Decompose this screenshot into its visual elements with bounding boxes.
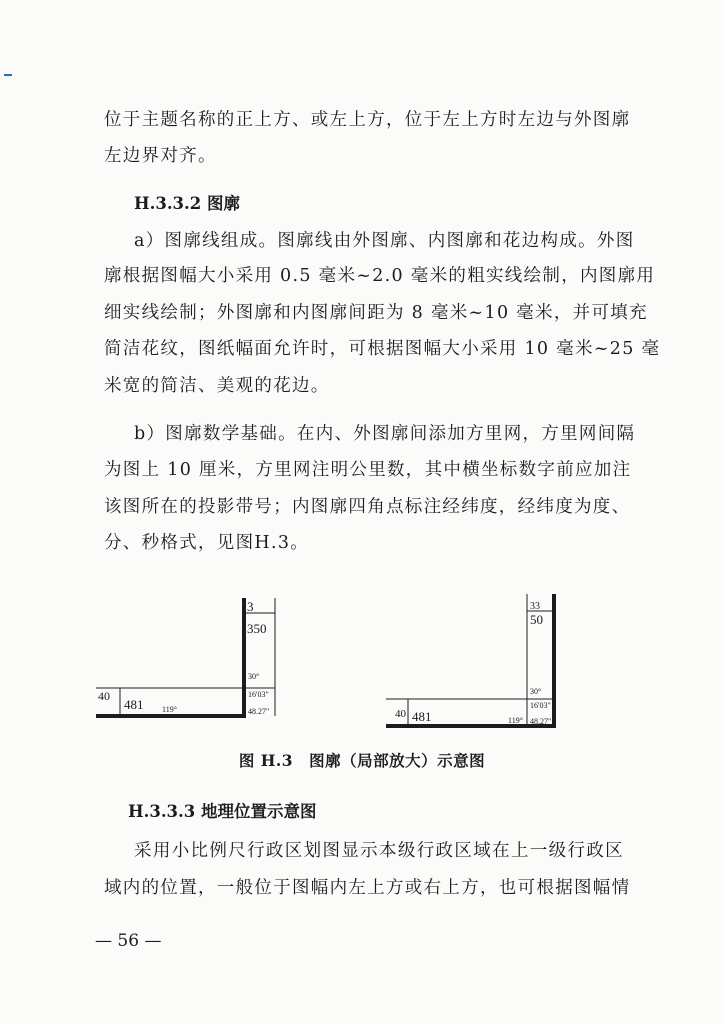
lat-deg-label: 30° bbox=[530, 687, 542, 696]
paragraph-line: 廓根据图幅大小采用 0.5 毫米~2.0 毫米的粗实线绘制，内图廓用 bbox=[104, 266, 656, 286]
left-frame-diagram bbox=[96, 598, 275, 716]
lat-deg-label: 30° bbox=[248, 672, 260, 681]
paragraph-line: 左边界对齐。 bbox=[104, 146, 217, 166]
paragraph-line: 为图上 10 厘米，方里网注明公里数，其中横坐标数字前应加注 bbox=[104, 460, 632, 480]
right-frame-diagram bbox=[386, 594, 556, 726]
top-km-label: 50 bbox=[530, 612, 543, 627]
paragraph-line: 位于主题名称的正上方、或左上方，位于左上方时左边与外图廓 bbox=[104, 110, 631, 130]
lat-min-label: 16'03" bbox=[248, 690, 269, 699]
page-number: — 56 — bbox=[95, 931, 162, 951]
top-km-label: 350 bbox=[247, 621, 267, 636]
paragraph-line: 采用小比例尺行政区划图显示本级行政区域在上一级行政区 bbox=[134, 841, 624, 861]
paragraph-line: 米宽的简洁、美观的花边。 bbox=[104, 376, 330, 396]
paragraph-line: 细实线绘制；外图廓和内图廓间距为 8 毫米~10 毫米，并可填充 bbox=[104, 303, 648, 323]
lon-deg-label: 119° bbox=[508, 716, 523, 725]
left-km-label: 481 bbox=[124, 697, 144, 712]
lat-min-label: 16'03" bbox=[530, 701, 551, 710]
left-km-label: 481 bbox=[412, 709, 432, 724]
paragraph-line: b）图廓数学基础。在内、外图廓间添加方里网，方里网间隔 bbox=[134, 424, 636, 444]
lat-sec-label: 48.27" bbox=[530, 717, 552, 726]
paragraph-line: 该图所在的投影带号；内图廓四角点标注经纬度，经纬度为度、 bbox=[104, 497, 631, 517]
lon-deg-label: 119° bbox=[162, 705, 177, 714]
paragraph-line: 分、秒格式，见图H.3。 bbox=[104, 533, 310, 553]
paragraph-line: 简洁花纹，图纸幅面允许时，可根据图幅大小采用 10 毫米~25 毫 bbox=[104, 339, 661, 359]
section-heading-h3332: H.3.3.2 图廓 bbox=[134, 194, 241, 213]
section-heading-h3333: H.3.3.3 地理位置示意图 bbox=[128, 802, 317, 821]
paragraph-line: 域内的位置，一般位于图幅内左上方或右上方，也可根据图幅情 bbox=[104, 878, 631, 898]
top-zone-label: 33 bbox=[530, 601, 540, 612]
top-zone-label: 3 bbox=[247, 599, 254, 614]
left-zone-label: 40 bbox=[98, 689, 110, 703]
lat-sec-label: 48.27" bbox=[248, 707, 270, 716]
figure-caption: 图 H.3 图廓（局部放大）示意图 bbox=[238, 751, 486, 770]
paragraph-line: a）图廓线组成。图廓线由外图廓、内图廓和花边构成。外图 bbox=[134, 231, 635, 251]
left-zone-label: 40 bbox=[395, 708, 406, 720]
